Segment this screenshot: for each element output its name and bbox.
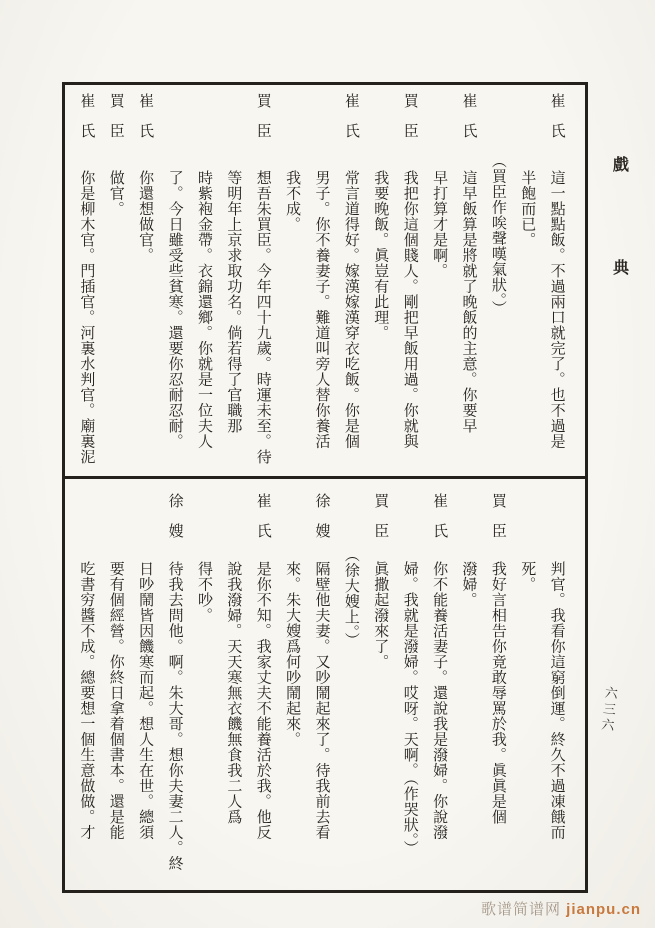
book-title-char: 戲: [612, 157, 629, 174]
speaker-label: 買臣: [254, 93, 271, 153]
speaker-label: 買臣: [372, 493, 389, 553]
dialogue-text: 婦。我就是潑婦。哎呀。天啊。（作哭狀。）: [401, 561, 418, 856]
dialogue-text: 隔壁他夫妻。又吵鬧起來了。待我前去看: [313, 561, 330, 840]
dialogue-text: 日吵鬧皆因饑寒而起。想人生在世。總須: [137, 561, 154, 840]
watermark-site-name: 歌谱简谱网: [480, 901, 561, 918]
dialogue-column: [277, 93, 306, 476]
dialogue-column: [189, 493, 218, 890]
dialogue-text: 早打算才是啊。: [431, 170, 448, 279]
stage-direction-column: [336, 493, 365, 890]
page-number: 六三六: [598, 685, 619, 735]
dialogue-text: 等明年上京求取功名。倘若得了官職那: [225, 170, 242, 434]
dialogue-column: [394, 93, 423, 476]
dialogue-text: 做官。: [107, 170, 124, 217]
dialogue-column: [130, 93, 159, 476]
dialogue-column: [306, 493, 335, 890]
speaker-label: 徐嫂: [166, 493, 183, 553]
dialogue-column: [100, 93, 129, 476]
dialogue-text: 時紫袍金帶。衣錦還鄉。你就是一位夫人: [195, 170, 212, 449]
dialogue-column: [453, 93, 482, 476]
stage-direction-column: [482, 93, 511, 476]
dialogue-column: [394, 493, 423, 890]
speaker-label: 買臣: [107, 93, 124, 153]
stage-direction-text: （買臣作唉聲嘆氣狀。）: [489, 153, 506, 316]
dialogue-text: 想吾朱買臣。今年四十九歲。時運未至。待: [254, 170, 271, 465]
dialogue-column: [365, 93, 394, 476]
dialogue-text: 死。: [519, 561, 536, 592]
dialogue-column: [453, 493, 482, 890]
speaker-label: 買臣: [401, 93, 418, 153]
watermark: [481, 898, 641, 919]
speaker-label: 崔氏: [431, 493, 448, 553]
dialogue-text: 判官。我看你這窮倒運。終久不過凍餓而: [548, 561, 565, 840]
dialogue-column: [218, 93, 247, 476]
dialogue-column: [247, 493, 276, 890]
stage-direction-text: （徐大嫂上。）: [342, 547, 359, 648]
dialogue-column: [71, 493, 100, 890]
dialogue-column: [130, 493, 159, 890]
speaker-label: 崔氏: [460, 93, 477, 153]
dialogue-text: 你不能養活妻子。還說我是潑婦。你說潑: [431, 561, 448, 840]
dialogue-column: [306, 93, 335, 476]
dialogue-column: [482, 493, 511, 890]
dialogue-column: [247, 93, 276, 476]
speaker-label: 崔氏: [548, 93, 565, 153]
dialogue-column: [541, 93, 570, 476]
dialogue-text: 說我潑婦。天天寒無衣饑無食我二人爲: [225, 561, 242, 825]
upper-text-section: [65, 85, 585, 479]
dialogue-column: [218, 493, 247, 890]
book-title-margin: [610, 152, 632, 278]
dialogue-text: 你還想做官。: [137, 170, 154, 263]
dialogue-column: [336, 93, 365, 476]
dialogue-text: 常言道得好。嫁漢嫁漢穿衣吃飯。你是個: [342, 170, 359, 449]
dialogue-text: 這早飯算是將就了晚飯的主意。你要早: [460, 170, 477, 434]
dialogue-text: 我不成。: [284, 170, 301, 232]
dialogue-text: 潑婦。: [460, 561, 477, 608]
dialogue-text: 我要晚飯。眞豈有此理。: [372, 170, 389, 341]
dialogue-text: 半飽而已。: [519, 170, 536, 248]
speaker-label: 徐嫂: [313, 493, 330, 553]
dialogue-text: 要有個經營。你終日拿着個書本。還是能: [107, 561, 124, 840]
speaker-label: 買臣: [489, 493, 506, 553]
speaker-label: 崔氏: [342, 93, 359, 153]
speaker-label: 崔氏: [254, 493, 271, 553]
dialogue-column: [365, 493, 394, 890]
dialogue-column: [100, 493, 129, 890]
lower-text-section: [65, 479, 585, 890]
dialogue-text: 我把你這個賤人。剛把早飯用過。你就與: [401, 170, 418, 449]
dialogue-text: 我好言相告你竟敢辱罵於我。眞眞是個: [489, 561, 506, 825]
speaker-label: 崔氏: [137, 93, 154, 153]
speaker-label: 崔氏: [78, 93, 95, 153]
dialogue-column: [71, 93, 100, 476]
dialogue-column: [512, 93, 541, 476]
dialogue-column: [541, 493, 570, 890]
dialogue-column: [512, 493, 541, 890]
dialogue-column: [189, 93, 218, 476]
dialogue-text: 是你不知。我家丈夫不能養活於我。他反: [254, 561, 271, 840]
dialogue-text: 吃書穷醬不成。總要想一個生意做做。才: [78, 561, 95, 840]
dialogue-text: 了。今日雖受些貧寒。還要你忍耐忍耐。: [166, 170, 183, 449]
dialogue-column: [159, 493, 188, 890]
dialogue-column: [277, 493, 306, 890]
dialogue-text: 眞撒起潑來了。: [372, 561, 389, 670]
dialogue-text: 男子。你不養妻子。難道叫旁人替你養活: [313, 170, 330, 449]
dialogue-column: [159, 93, 188, 476]
dialogue-column: [424, 93, 453, 476]
dialogue-text: 來。朱大嫂爲何吵鬧起來。: [284, 561, 301, 747]
text-border-frame: [62, 82, 588, 893]
dialogue-text: 這一點點飯。不過兩口就完了。也不過是: [548, 170, 565, 449]
dialogue-text: 你是柳木官。門插官。河裏水判官。廟裏泥: [78, 170, 95, 465]
dialogue-column: [424, 493, 453, 890]
watermark-site-url: jianpu.cn: [566, 901, 641, 918]
dialogue-text: 得不吵。: [195, 561, 212, 623]
book-title-char: 典: [612, 260, 629, 277]
dialogue-text: 待我去問他。啊。朱大哥。想你夫妻二人。終: [166, 561, 183, 871]
